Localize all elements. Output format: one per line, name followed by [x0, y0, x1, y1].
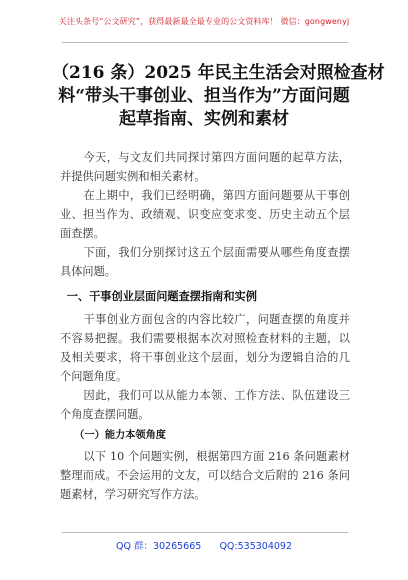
footer-contact — [0, 538, 408, 552]
document-title — [52, 62, 385, 131]
qq-number: QQ:535304092 — [219, 541, 293, 552]
footer-divider — [62, 532, 348, 533]
qq-group-number: QQ 群：30265665 — [115, 541, 202, 552]
sub-heading: （一）能力本领角度 — [74, 430, 166, 441]
header-divider — [62, 42, 348, 43]
document-body — [60, 148, 350, 504]
body-paragraph: 下面，我们分别探讨这五个层面需要从哪些角度查摆具体问题。 — [60, 246, 350, 278]
body-paragraph: 干事创业方面包含的内容比较广，问题查摆的角度并不容易把握。我们需要根据本次对照检查材料的主题，以及相关要求，将干事创业这个层面，划分为逻辑自洽的几个问题角度。 — [60, 313, 350, 383]
header-banner: 关注头条号“公文研究”，获得最新最全最专业的公文资料库！ 微信：gongwenyj — [58, 17, 350, 26]
body-paragraph: 今天，与文友们共同探讨第四方面问题的起草方法，并提供问题实例和相关素材。 — [60, 151, 350, 183]
body-paragraph: 因此，我们可以从能力本领、工作方法、队伍建设三个角度查摆问题。 — [60, 389, 350, 421]
body-paragraph: 以下 10 个问题实例，根据第四方面 216 条问题素材整理而成。不会运用的文友，可以结合文后附的 216 条问题素材，学习研究写作方法。 — [60, 450, 350, 501]
body-paragraph: 在上期中，我们已经明确，第四方面问题要从干事创业、担当作为、政绩观、识变应变求变、历史主动五个层面查摆。 — [60, 189, 350, 240]
title-line: 料“带头干事创业、担当作为”方面问题 — [58, 86, 350, 106]
section-heading: 一、干事创业层面问题查摆指南和实例 — [66, 290, 257, 303]
title-line: （216 条）2025 年民主生活会对照检查材 — [52, 63, 385, 83]
title-line: 起草指南、实例和素材 — [119, 109, 289, 129]
